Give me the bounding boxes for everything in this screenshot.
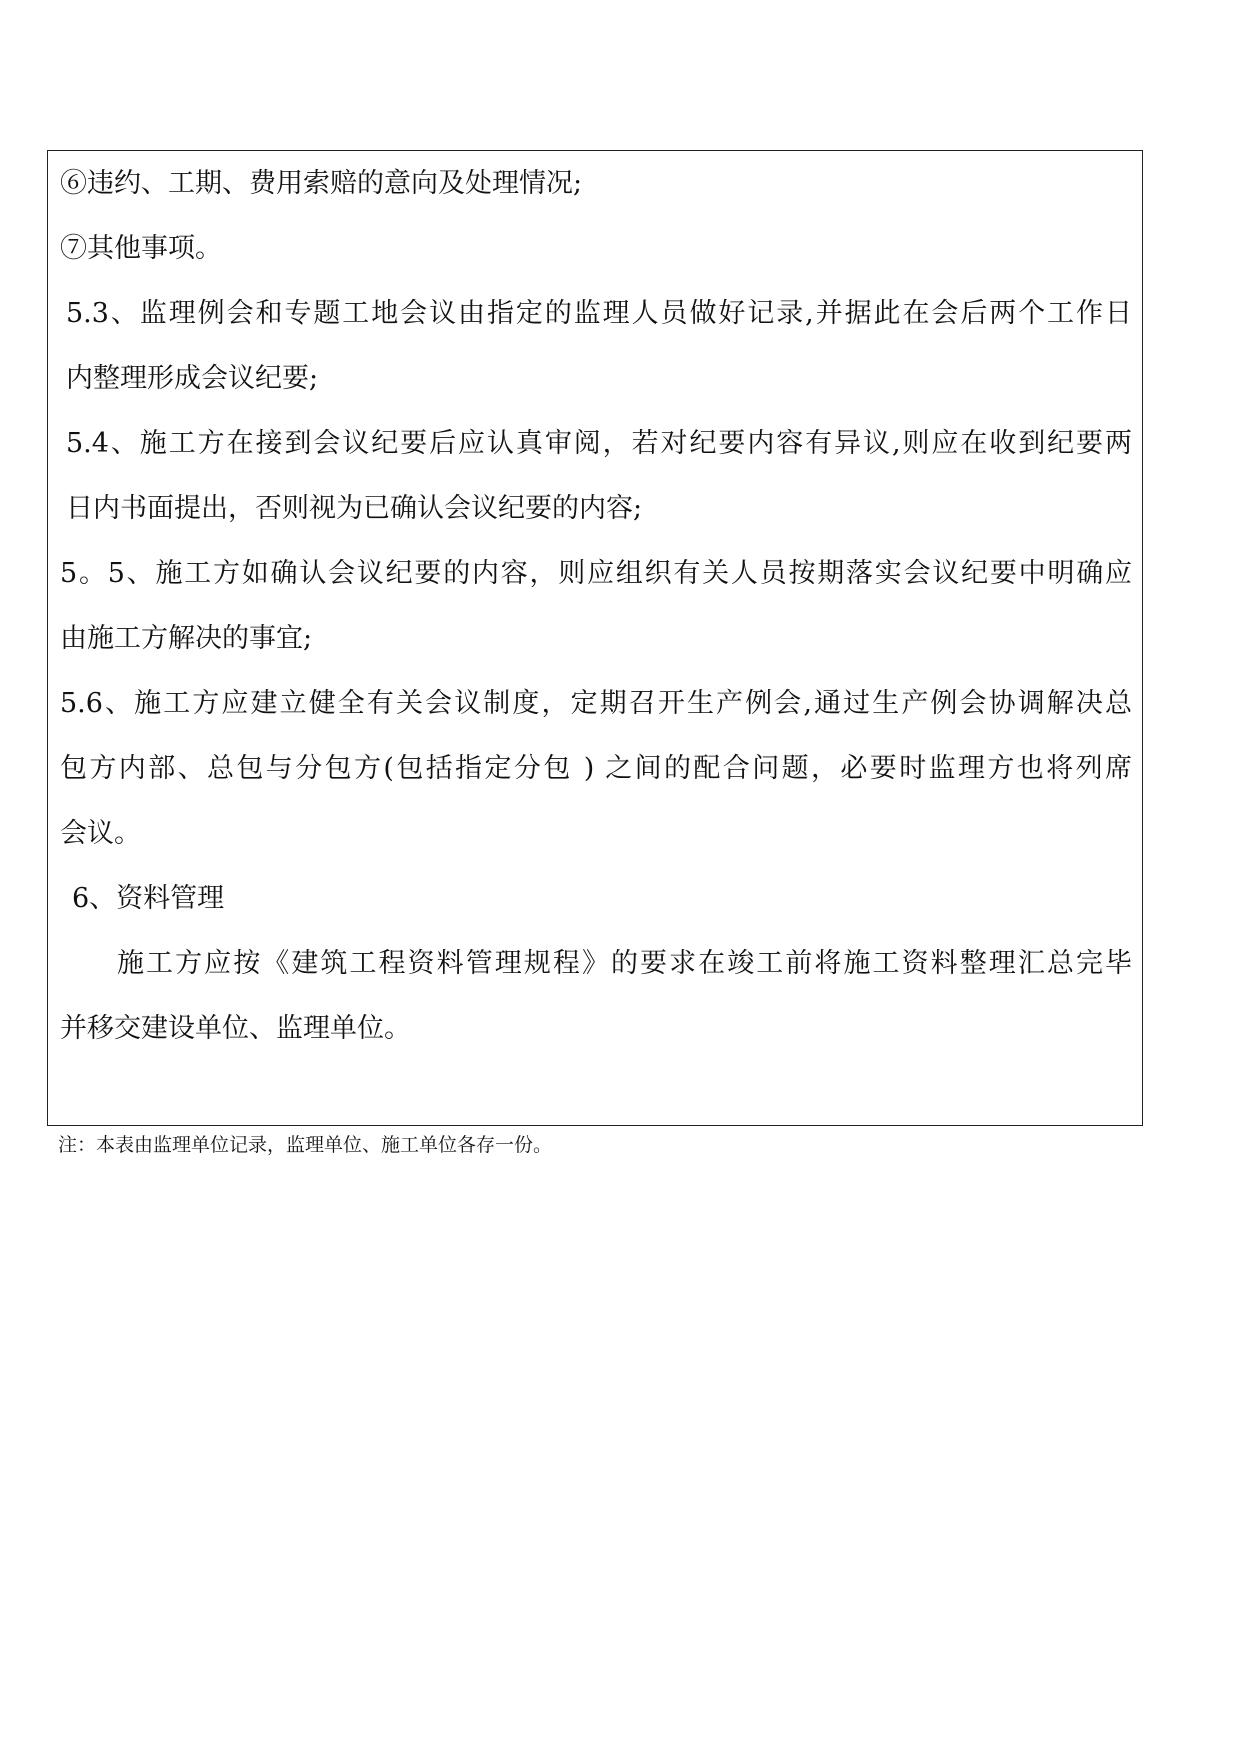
clause-5-3-line-2: 内整理形成会议纪要; bbox=[66, 363, 319, 394]
clause-5-4-line-2: 日内书面提出，否则视为已确认会议纪要的内容; bbox=[66, 493, 643, 524]
table-footnote: 注：本表由监理单位记录，监理单位、施工单位各存一份。 bbox=[58, 1134, 553, 1156]
section-6-body-line-1: 施工方应按《建筑工程资料管理规程》的要求在竣工前将施工资料整理汇总完毕 bbox=[117, 948, 1132, 979]
section-6-body-line-2: 并移交建设单位、监理单位。 bbox=[60, 1013, 411, 1044]
clause-5-5-line-1: 5。5、施工方如确认会议纪要的内容，则应组织有关人员按期落实会议纪要中明确应 bbox=[60, 558, 1132, 589]
clause-5-5-line-2: 由施工方解决的事宜; bbox=[60, 623, 313, 654]
clause-5-6-line-3: 会议。 bbox=[60, 818, 141, 849]
clause-5-6-line-2: 包方内部、总包与分包方(包括指定分包 ) 之间的配合问题，必要时监理方也将列席 bbox=[60, 753, 1132, 784]
clause-5-3-line-1: 5.3、监理例会和专题工地会议由指定的监理人员做好记录,并据此在会后两个工作日 bbox=[66, 298, 1132, 329]
section-6-heading: 6、资料管理 bbox=[72, 883, 225, 914]
clause-5-4-line-1: 5.4、施工方在接到会议纪要后应认真审阅，若对纪要内容有异议,则应在收到纪要两 bbox=[66, 428, 1132, 459]
item-6-breach-claims: ⑥违约、工期、费用索赔的意向及处理情况; bbox=[60, 168, 583, 199]
clause-5-6-line-1: 5.6、施工方应建立健全有关会议制度，定期召开生产例会,通过生产例会协调解决总 bbox=[60, 688, 1132, 719]
item-7-other-matters: ⑦其他事项。 bbox=[60, 233, 222, 264]
